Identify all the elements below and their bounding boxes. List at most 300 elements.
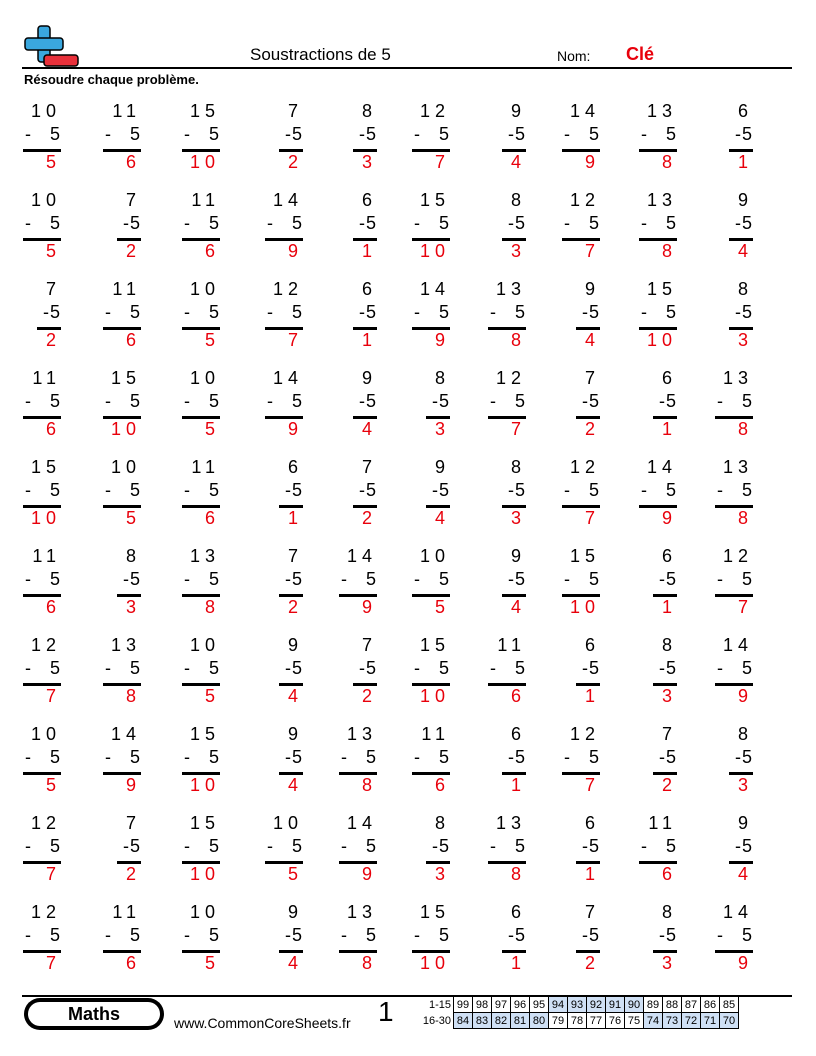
subtrahend: -5: [507, 213, 526, 233]
answer: 10: [189, 864, 220, 884]
problem: [307, 902, 377, 982]
answer: 2: [661, 775, 677, 795]
minuend: 12: [722, 546, 753, 566]
answer: 7: [45, 953, 61, 973]
answer: 2: [584, 953, 600, 973]
minuend: 9: [510, 101, 526, 121]
answer: 4: [737, 241, 753, 261]
answer: 6: [204, 508, 220, 528]
score-cell: 94: [549, 997, 568, 1013]
answer: 8: [737, 508, 753, 528]
minuend: 7: [584, 368, 600, 388]
problem: [683, 457, 753, 537]
subtrahend: -5: [284, 658, 303, 678]
answer: 4: [361, 419, 377, 439]
problem: [683, 368, 753, 448]
subtrahend: -5: [358, 302, 377, 322]
score-cell: 71: [701, 1013, 720, 1029]
problem: [530, 279, 600, 359]
answer: 6: [125, 953, 141, 973]
subtrahend: - 5: [340, 925, 377, 945]
subtrahend: -5: [358, 124, 377, 144]
subtrahend: - 5: [489, 836, 526, 856]
minuend: 11: [112, 279, 141, 299]
answer: 1: [510, 775, 526, 795]
subtrahend: - 5: [563, 569, 600, 589]
subtrahend: - 5: [266, 302, 303, 322]
answer: 6: [510, 686, 526, 706]
subtrahend: -5: [507, 925, 526, 945]
minuend: 14: [346, 546, 377, 566]
score-cell: 74: [644, 1013, 663, 1029]
subtrahend: - 5: [716, 569, 753, 589]
problem: [307, 457, 377, 537]
score-cell: 90: [625, 997, 644, 1013]
problem: [683, 101, 753, 181]
score-row: [417, 997, 739, 1013]
minuend: 10: [272, 813, 303, 833]
problem: [0, 279, 61, 359]
minuend: 7: [584, 902, 600, 922]
problem: [71, 101, 141, 181]
answer: 10: [419, 686, 450, 706]
subtrahend: - 5: [104, 658, 141, 678]
minuend: 15: [110, 368, 141, 388]
problem: [233, 368, 303, 448]
answer: 4: [287, 686, 303, 706]
answer: 1: [661, 419, 677, 439]
score-cell: 81: [511, 1013, 530, 1029]
problem: [0, 457, 61, 537]
problem: [0, 101, 61, 181]
problem: [456, 279, 526, 359]
answer: 2: [287, 152, 303, 172]
problem: [150, 546, 220, 626]
minuend: 9: [361, 368, 377, 388]
problem: [307, 724, 377, 804]
minuend: 10: [419, 546, 450, 566]
score-row: [417, 1013, 739, 1029]
answer: 8: [737, 419, 753, 439]
answer: 2: [125, 864, 141, 884]
subtrahend: - 5: [563, 213, 600, 233]
minuend: 11: [32, 546, 61, 566]
answer: 3: [661, 686, 677, 706]
problem: [233, 457, 303, 537]
problem: [233, 813, 303, 893]
subtrahend: - 5: [716, 391, 753, 411]
answer: 7: [584, 241, 600, 261]
answer: 5: [204, 419, 220, 439]
subtrahend: - 5: [24, 124, 61, 144]
subtrahend: -5: [581, 836, 600, 856]
minuend: 6: [510, 724, 526, 744]
minuend: 15: [419, 190, 450, 210]
problem: [380, 546, 450, 626]
problem: [307, 635, 377, 715]
score-cell: 99: [454, 997, 473, 1013]
answer: 3: [434, 419, 450, 439]
problem: [607, 190, 677, 270]
subtrahend: - 5: [640, 480, 677, 500]
minuend: 11: [112, 902, 141, 922]
problem: [71, 724, 141, 804]
minuend: 12: [569, 457, 600, 477]
answer: 9: [661, 508, 677, 528]
subtrahend: - 5: [413, 302, 450, 322]
subtrahend: - 5: [413, 124, 450, 144]
minuend: 15: [569, 546, 600, 566]
minuend: 14: [569, 101, 600, 121]
subtrahend: - 5: [716, 480, 753, 500]
minuend: 14: [110, 724, 141, 744]
answer: 4: [287, 775, 303, 795]
answer: 8: [204, 597, 220, 617]
minuend: 13: [346, 902, 377, 922]
subtrahend: -5: [734, 747, 753, 767]
subtrahend: -5: [581, 391, 600, 411]
answer: 7: [287, 330, 303, 350]
subtrahend: - 5: [340, 569, 377, 589]
minuend: 14: [272, 368, 303, 388]
problem: [71, 902, 141, 982]
subtrahend: -5: [284, 747, 303, 767]
problem: [607, 368, 677, 448]
minuend: 14: [722, 902, 753, 922]
score-cell: 79: [549, 1013, 568, 1029]
minuend: 8: [661, 635, 677, 655]
answer: 10: [110, 419, 141, 439]
subtrahend: -5: [507, 747, 526, 767]
minuend: 11: [191, 457, 220, 477]
subtrahend: - 5: [183, 391, 220, 411]
answer: 10: [419, 953, 450, 973]
problem: [0, 635, 61, 715]
answer: 10: [419, 241, 450, 261]
minuend: 6: [287, 457, 303, 477]
score-cell: 75: [625, 1013, 644, 1029]
answer: 9: [584, 152, 600, 172]
answer: 5: [45, 241, 61, 261]
minuend: 13: [110, 635, 141, 655]
answer: 8: [361, 775, 377, 795]
problem: [0, 546, 61, 626]
problem: [530, 101, 600, 181]
minuend: 8: [434, 813, 450, 833]
subtrahend: -5: [734, 836, 753, 856]
problem: [607, 724, 677, 804]
minuend: 14: [346, 813, 377, 833]
minuend: 15: [419, 902, 450, 922]
minuend: 7: [125, 813, 141, 833]
answer: 9: [434, 330, 450, 350]
subtrahend: - 5: [413, 925, 450, 945]
subtrahend: -5: [42, 302, 61, 322]
score-cell: 86: [701, 997, 720, 1013]
score-cell: 96: [511, 997, 530, 1013]
subtrahend: - 5: [104, 480, 141, 500]
plus-minus-logo-icon: [22, 24, 80, 68]
subtrahend: - 5: [640, 213, 677, 233]
minuend: 6: [361, 190, 377, 210]
site-url: www.CommonCoreSheets.fr: [174, 1015, 351, 1031]
problem: [150, 724, 220, 804]
subtrahend: -5: [122, 213, 141, 233]
minuend: 6: [510, 902, 526, 922]
subtrahend: -5: [658, 391, 677, 411]
problem: [150, 902, 220, 982]
answer: 2: [584, 419, 600, 439]
problem: [683, 279, 753, 359]
problem: [150, 457, 220, 537]
minuend: 6: [737, 101, 753, 121]
minuend: 8: [661, 902, 677, 922]
minuend: 6: [361, 279, 377, 299]
minuend: 13: [495, 813, 526, 833]
subtrahend: - 5: [340, 747, 377, 767]
answer: 8: [361, 953, 377, 973]
answer: 1: [361, 241, 377, 261]
answer: 10: [189, 775, 220, 795]
subtrahend: - 5: [183, 480, 220, 500]
answer: 6: [45, 419, 61, 439]
score-cell: 83: [473, 1013, 492, 1029]
minuend: 7: [361, 635, 377, 655]
minuend: 15: [189, 724, 220, 744]
problem: [530, 635, 600, 715]
subtrahend: -5: [284, 569, 303, 589]
subtrahend: -5: [581, 658, 600, 678]
problem: [683, 724, 753, 804]
score-cell: 95: [530, 997, 549, 1013]
subtrahend: - 5: [183, 569, 220, 589]
minuend: 8: [434, 368, 450, 388]
answer: 3: [125, 597, 141, 617]
minuend: 10: [30, 101, 61, 121]
subtrahend: -5: [358, 391, 377, 411]
problem: [683, 813, 753, 893]
answer: 4: [510, 152, 526, 172]
answer: 9: [737, 953, 753, 973]
minuend: 12: [30, 813, 61, 833]
minuend: 9: [287, 724, 303, 744]
problem: [307, 279, 377, 359]
score-cell: 70: [720, 1013, 739, 1029]
subtrahend: -5: [358, 213, 377, 233]
problem: [530, 546, 600, 626]
score-cell: 89: [644, 997, 663, 1013]
problem: [307, 368, 377, 448]
answer: 5: [45, 775, 61, 795]
subtrahend: - 5: [413, 569, 450, 589]
problem: [380, 368, 450, 448]
problem: [380, 457, 450, 537]
answer: 9: [737, 686, 753, 706]
answer: 7: [434, 152, 450, 172]
subtrahend: - 5: [340, 836, 377, 856]
subtrahend: - 5: [183, 124, 220, 144]
problem: [71, 190, 141, 270]
minuend: 13: [722, 368, 753, 388]
subtrahend: -5: [658, 925, 677, 945]
minuend: 15: [30, 457, 61, 477]
minuend: 12: [569, 724, 600, 744]
subtrahend: - 5: [489, 391, 526, 411]
header-rule: [22, 67, 792, 69]
problem: [233, 635, 303, 715]
minuend: 6: [584, 813, 600, 833]
problem: [456, 190, 526, 270]
minuend: 15: [189, 101, 220, 121]
minuend: 10: [30, 190, 61, 210]
answer: 7: [584, 775, 600, 795]
minuend: 9: [737, 190, 753, 210]
subtrahend: - 5: [563, 480, 600, 500]
subtrahend: - 5: [266, 836, 303, 856]
name-label: Nom:: [557, 48, 591, 64]
score-cell: 80: [530, 1013, 549, 1029]
minuend: 11: [421, 724, 450, 744]
minuend: 15: [419, 635, 450, 655]
answer: 3: [434, 864, 450, 884]
subtrahend: - 5: [716, 658, 753, 678]
minuend: 9: [287, 902, 303, 922]
problem: [71, 546, 141, 626]
minuend: 8: [510, 190, 526, 210]
subtrahend: -5: [431, 836, 450, 856]
minuend: 6: [661, 546, 677, 566]
minuend: 12: [495, 368, 526, 388]
minuend: 11: [191, 190, 220, 210]
answer: 9: [361, 597, 377, 617]
answer: 5: [287, 864, 303, 884]
instructions: Résoudre chaque problème.: [24, 72, 199, 87]
problem: [71, 635, 141, 715]
problem: [0, 902, 61, 982]
minuend: 15: [646, 279, 677, 299]
problem: [71, 368, 141, 448]
subtrahend: -5: [658, 658, 677, 678]
name-value: Clé: [626, 44, 655, 64]
answer: 8: [661, 152, 677, 172]
subtrahend: - 5: [24, 658, 61, 678]
problem: [380, 813, 450, 893]
subtrahend: - 5: [640, 836, 677, 856]
score-cell: 78: [568, 1013, 587, 1029]
answer: 7: [584, 508, 600, 528]
minuend: 9: [287, 635, 303, 655]
problem: [530, 724, 600, 804]
answer: 2: [125, 241, 141, 261]
problem: [150, 190, 220, 270]
minuend: 11: [112, 101, 141, 121]
problem: [307, 546, 377, 626]
minuend: 14: [272, 190, 303, 210]
minuend: 13: [495, 279, 526, 299]
problem: [530, 902, 600, 982]
score-cell: 85: [720, 997, 739, 1013]
subtrahend: - 5: [563, 124, 600, 144]
subtrahend: - 5: [104, 124, 141, 144]
problem: [456, 368, 526, 448]
minuend: 10: [110, 457, 141, 477]
subtrahend: - 5: [266, 391, 303, 411]
answer: 8: [510, 864, 526, 884]
score-table: [417, 996, 739, 1029]
subtrahend: - 5: [413, 747, 450, 767]
problem: [530, 190, 600, 270]
problem: [150, 279, 220, 359]
answer: 4: [584, 330, 600, 350]
answer: 1: [584, 864, 600, 884]
score-cell: 91: [606, 997, 625, 1013]
worksheet-title: Soustractions de 5: [250, 45, 391, 64]
subtrahend: - 5: [640, 302, 677, 322]
subtrahend: -5: [507, 124, 526, 144]
subtrahend: - 5: [183, 836, 220, 856]
answer: 8: [661, 241, 677, 261]
problem: [683, 190, 753, 270]
minuend: 8: [125, 546, 141, 566]
problem: [71, 279, 141, 359]
problem: [150, 813, 220, 893]
answer: 6: [434, 775, 450, 795]
answer: 4: [287, 953, 303, 973]
subtrahend: -5: [658, 747, 677, 767]
problem: [456, 902, 526, 982]
problem: [233, 101, 303, 181]
answer: 3: [737, 775, 753, 795]
minuend: 7: [361, 457, 377, 477]
subtrahend: -5: [122, 569, 141, 589]
answer: 5: [434, 597, 450, 617]
score-cell: 73: [663, 1013, 682, 1029]
subtrahend: -5: [284, 124, 303, 144]
problem: [456, 724, 526, 804]
score-cell: 98: [473, 997, 492, 1013]
minuend: 10: [189, 279, 220, 299]
minuend: 14: [646, 457, 677, 477]
minuend: 12: [30, 902, 61, 922]
problem: [530, 457, 600, 537]
subtrahend: - 5: [183, 302, 220, 322]
answer: 8: [510, 330, 526, 350]
answer: 10: [646, 330, 677, 350]
problem: [380, 902, 450, 982]
subtrahend: - 5: [24, 836, 61, 856]
score-cell: 82: [492, 1013, 511, 1029]
subtrahend: - 5: [489, 658, 526, 678]
minuend: 14: [722, 635, 753, 655]
subtrahend: -5: [507, 569, 526, 589]
problem: [607, 635, 677, 715]
answer: 5: [204, 953, 220, 973]
subtrahend: -5: [581, 925, 600, 945]
problem: [607, 457, 677, 537]
answer: 6: [125, 152, 141, 172]
answer: 8: [125, 686, 141, 706]
answer: 6: [204, 241, 220, 261]
problem: [456, 813, 526, 893]
problem: [380, 101, 450, 181]
score-row-label: 1-15: [428, 998, 451, 1011]
problem: [0, 724, 61, 804]
minuend: 12: [419, 101, 450, 121]
minuend: 15: [189, 813, 220, 833]
answer: 9: [125, 775, 141, 795]
minuend: 9: [434, 457, 450, 477]
problem: [150, 101, 220, 181]
